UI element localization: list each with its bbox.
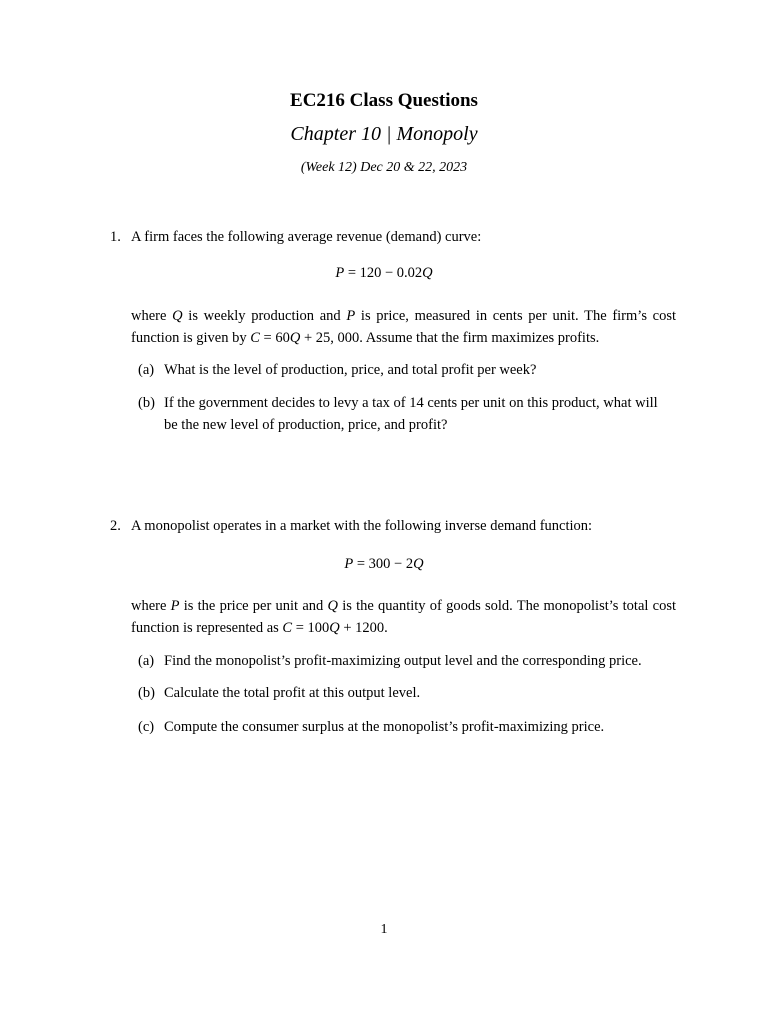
equation-lhs: P <box>335 265 345 281</box>
question-number: 2. <box>110 518 121 534</box>
paragraph-text: is weekly production and <box>182 308 347 324</box>
equation <box>0 556 768 573</box>
paragraph-text: where <box>131 598 171 614</box>
equation-var: Q <box>413 556 424 572</box>
sub-question-text: Find the monopolist’s profit-maximizing output level and the corresponding price. <box>164 653 642 669</box>
sub-question-text: If the government decides to levy a tax of 14 cents per unit on this product, what will be the new level of production, price, and profit? <box>164 395 658 433</box>
math-variable: Q <box>329 620 340 636</box>
math-variable: C <box>250 330 260 346</box>
math-variable: P <box>346 308 356 324</box>
sub-question-text: Compute the consumer surplus at the monopolist’s profit-maximizing price. <box>164 719 605 735</box>
equation-lhs: P <box>344 556 354 572</box>
math-variable: C <box>282 620 293 636</box>
question-lead: A monopolist operates in a market with the following inverse demand function: <box>131 518 593 534</box>
page-number: 1 <box>380 922 388 937</box>
paragraph-text: is price, measured in cents per unit. The firm’s cost function is given by <box>131 308 677 346</box>
sub-question-label: (a) <box>138 362 155 378</box>
math-variable: Q <box>172 308 183 324</box>
sub-question-label: (b) <box>138 685 155 701</box>
sub-question-text: Calculate the total profit at this output level. <box>164 685 421 701</box>
paragraph-text: is the price per unit and <box>179 598 328 614</box>
equation-var: Q <box>422 265 433 281</box>
sub-question-label: (b) <box>138 395 155 411</box>
question-paragraph <box>131 305 676 349</box>
math-variable: P <box>170 598 180 614</box>
paragraph-text: + 25, 000. Assume that the firm maximizes profits. <box>300 330 600 346</box>
equation-op: = 120 − 0.02 <box>344 265 423 281</box>
sub-question-text: What is the level of production, price, and total profit per week? <box>164 362 537 378</box>
question-lead: A firm faces the following average revenue (demand) curve: <box>131 229 482 245</box>
paragraph-text: is the quantity of goods sold. The monopolist’s total cost function is represented as <box>131 598 677 636</box>
paragraph-text: where <box>131 308 173 324</box>
sub-question-label: (c) <box>138 719 155 735</box>
math-variable: Q <box>289 330 301 346</box>
document-title: EC216 Class Questions <box>290 90 478 111</box>
sub-question-label: (a) <box>138 653 155 669</box>
equation <box>0 265 768 282</box>
equation-op: = 300 − 2 <box>353 556 414 572</box>
paragraph-text: = 100 <box>292 620 330 636</box>
document-date: (Week 12) Dec 20 & 22, 2023 <box>300 160 468 175</box>
question-number: 1. <box>110 229 121 245</box>
math-variable: Q <box>327 598 338 614</box>
paragraph-text: + 1200. <box>339 620 388 636</box>
paragraph-text: = 60 <box>259 330 290 346</box>
question-paragraph <box>131 595 676 639</box>
document-subtitle: Chapter 10 | Monopoly <box>290 123 478 145</box>
